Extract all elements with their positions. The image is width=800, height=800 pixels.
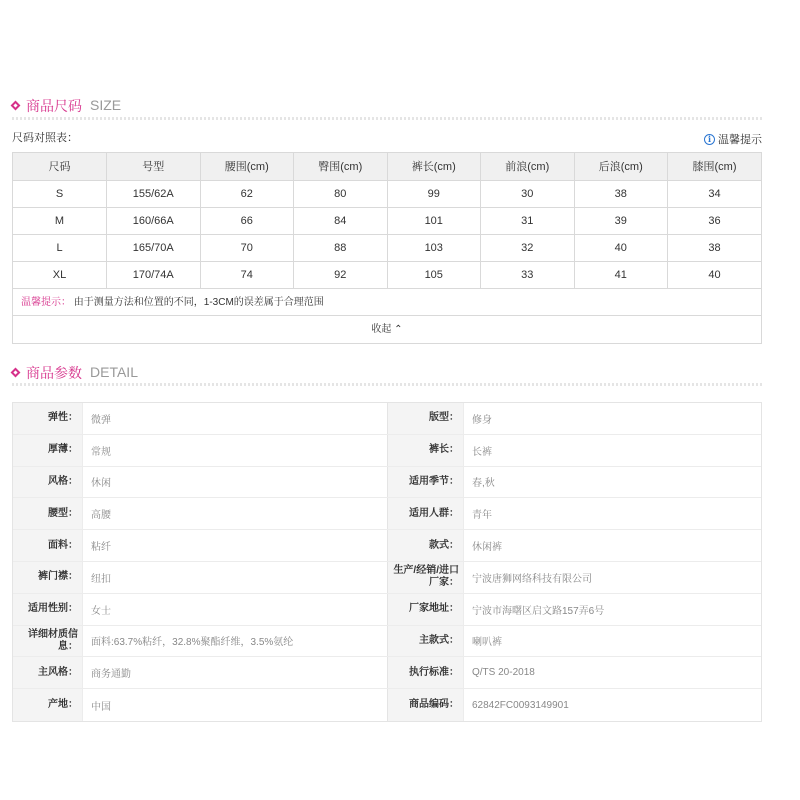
detail-label: 适用性别： (13, 594, 82, 625)
size-section-header (12, 96, 762, 116)
size-table (13, 153, 761, 289)
detail-value: 长裤 (463, 435, 761, 466)
detail-label: 执行标准： (388, 657, 463, 688)
detail-label: 厂家地址： (388, 594, 463, 625)
detail-cell (13, 626, 387, 657)
detail-row (13, 657, 761, 689)
detail-label: 主款式： (388, 626, 463, 657)
detail-label: 版型： (388, 403, 463, 434)
detail-label: 面料： (13, 530, 82, 561)
size-table-cell: L (13, 234, 107, 261)
detail-label: 腰型： (13, 498, 82, 529)
size-table-cell: 74 (200, 261, 294, 288)
size-table-cell: 38 (668, 234, 762, 261)
detail-value: 春,秋 (463, 467, 761, 498)
table-row (13, 261, 761, 288)
detail-cell (387, 403, 761, 434)
diamond-bullet-icon (11, 368, 21, 378)
detail-value: 休闲裤 (463, 530, 761, 561)
size-column-header: 臀围(cm) (294, 153, 388, 180)
detail-row (13, 530, 761, 562)
size-column-header: 后浪(cm) (574, 153, 668, 180)
size-table-cell: 70 (200, 234, 294, 261)
detail-label: 生产/经销/进口厂家： (388, 562, 463, 593)
detail-label: 产地： (13, 689, 82, 721)
size-note-label: 温馨提示： (21, 296, 71, 308)
dashed-divider (12, 383, 762, 386)
detail-value: Q/TS 20-2018 (463, 657, 761, 688)
size-column-header: 裤长(cm) (387, 153, 481, 180)
detail-value: 中国 (82, 689, 387, 721)
detail-value: 修身 (463, 403, 761, 434)
table-row (13, 234, 761, 261)
size-table-cell: 103 (387, 234, 481, 261)
detail-cell (13, 530, 387, 561)
size-table-cell: 170/74A (107, 261, 201, 288)
detail-row (13, 403, 761, 435)
size-table-cell: 80 (294, 180, 388, 207)
size-table-cell: 99 (387, 180, 481, 207)
detail-value: 喇叭裤 (463, 626, 761, 657)
detail-cell (387, 657, 761, 688)
size-table-header-row (13, 153, 761, 180)
size-column-header: 尺码 (13, 153, 107, 180)
info-circle-icon: i (704, 134, 715, 145)
detail-label: 风格： (13, 467, 82, 498)
size-table-cell: 155/62A (107, 180, 201, 207)
size-column-header: 腰围(cm) (200, 153, 294, 180)
diamond-bullet-icon (11, 101, 21, 111)
table-row (13, 180, 761, 207)
detail-label: 裤长： (388, 435, 463, 466)
size-table-cell: 40 (668, 261, 762, 288)
size-table-cell: 34 (668, 180, 762, 207)
detail-title-en: DETAIL (90, 364, 138, 380)
size-table-cell: 36 (668, 207, 762, 234)
size-table-cell: 101 (387, 207, 481, 234)
size-table-cell: 39 (574, 207, 668, 234)
size-table-cell: 92 (294, 261, 388, 288)
size-table-body (13, 180, 761, 288)
detail-value: 纽扣 (82, 562, 387, 593)
detail-label: 主风格： (13, 657, 82, 688)
detail-row (13, 626, 761, 658)
detail-cell (387, 562, 761, 593)
detail-label: 厚薄： (13, 435, 82, 466)
detail-value: 青年 (463, 498, 761, 529)
detail-cell (13, 498, 387, 529)
detail-cell (387, 626, 761, 657)
size-table-cell: 84 (294, 207, 388, 234)
detail-value: 62842FC0093149901 (463, 689, 761, 721)
size-title-en: SIZE (90, 97, 122, 113)
size-table-cell: 30 (481, 180, 575, 207)
size-table-cell: 88 (294, 234, 388, 261)
detail-cell (13, 689, 387, 721)
detail-parameters-table (12, 402, 762, 722)
size-column-header: 膝围(cm) (668, 153, 762, 180)
detail-label: 适用季节： (388, 467, 463, 498)
size-table-cell: S (13, 180, 107, 207)
detail-cell (13, 467, 387, 498)
detail-value: 粘纤 (82, 530, 387, 561)
size-table-cell: 31 (481, 207, 575, 234)
detail-row (13, 689, 761, 721)
detail-row (13, 498, 761, 530)
size-table-cell: 40 (574, 234, 668, 261)
detail-value: 高腰 (82, 498, 387, 529)
size-note-text: 由于测量方法和位置的不同，1-3CM的误差属于合理范围 (73, 296, 324, 308)
detail-cell (387, 467, 761, 498)
detail-value: 女士 (82, 594, 387, 625)
size-table-cell: 66 (200, 207, 294, 234)
detail-row (13, 562, 761, 594)
table-row (13, 207, 761, 234)
detail-cell (13, 435, 387, 466)
size-table-cell: 38 (574, 180, 668, 207)
dashed-divider (12, 117, 762, 120)
size-table-cell: 33 (481, 261, 575, 288)
detail-value: 宁波唐狮网络科技有限公司 (463, 562, 761, 593)
detail-value: 面料:63.7%粘纤，32.8%聚酯纤维，3.5%氨纶 (82, 626, 387, 657)
detail-label: 款式： (388, 530, 463, 561)
detail-cell (13, 657, 387, 688)
size-column-header: 号型 (107, 153, 201, 180)
detail-value: 商务通勤 (82, 657, 387, 688)
size-table-cell: 41 (574, 261, 668, 288)
detail-cell (387, 530, 761, 561)
size-chart-subtitle: 尺码对照表： (12, 132, 78, 144)
detail-row (13, 467, 761, 499)
detail-row (13, 435, 761, 467)
size-column-header: 前浪(cm) (481, 153, 575, 180)
size-note (13, 289, 761, 316)
size-table-cell: XL (13, 261, 107, 288)
size-chart (12, 152, 762, 344)
detail-cell (387, 689, 761, 721)
warm-tip-label: 温馨提示 (718, 134, 762, 146)
detail-value: 常规 (82, 435, 387, 466)
detail-row (13, 594, 761, 626)
detail-cell (13, 403, 387, 434)
warm-tip-link[interactable] (704, 131, 762, 147)
size-table-cell: 165/70A (107, 234, 201, 261)
size-table-cell: 105 (387, 261, 481, 288)
detail-cell (387, 594, 761, 625)
detail-cell (387, 498, 761, 529)
size-table-cell: M (13, 207, 107, 234)
detail-title-cn: 商品参数 (26, 365, 82, 381)
collapse-button[interactable]: 收起 ⌃ (371, 323, 403, 335)
size-title-cn: 商品尺码 (26, 98, 82, 114)
detail-label: 商品编码： (388, 689, 463, 721)
detail-cell (387, 435, 761, 466)
detail-value: 宁波市海曙区启文路157弄6号 (463, 594, 761, 625)
size-table-cell: 32 (481, 234, 575, 261)
detail-label: 适用人群： (388, 498, 463, 529)
detail-cell (13, 562, 387, 593)
detail-label: 裤门襟： (13, 562, 82, 593)
detail-value: 微弹 (82, 403, 387, 434)
detail-section-header (12, 363, 762, 383)
detail-cell (13, 594, 387, 625)
detail-label: 弹性： (13, 403, 82, 434)
size-table-cell: 62 (200, 180, 294, 207)
size-table-cell: 160/66A (107, 207, 201, 234)
detail-value: 休闲 (82, 467, 387, 498)
detail-label: 详细材质信息： (13, 626, 82, 657)
